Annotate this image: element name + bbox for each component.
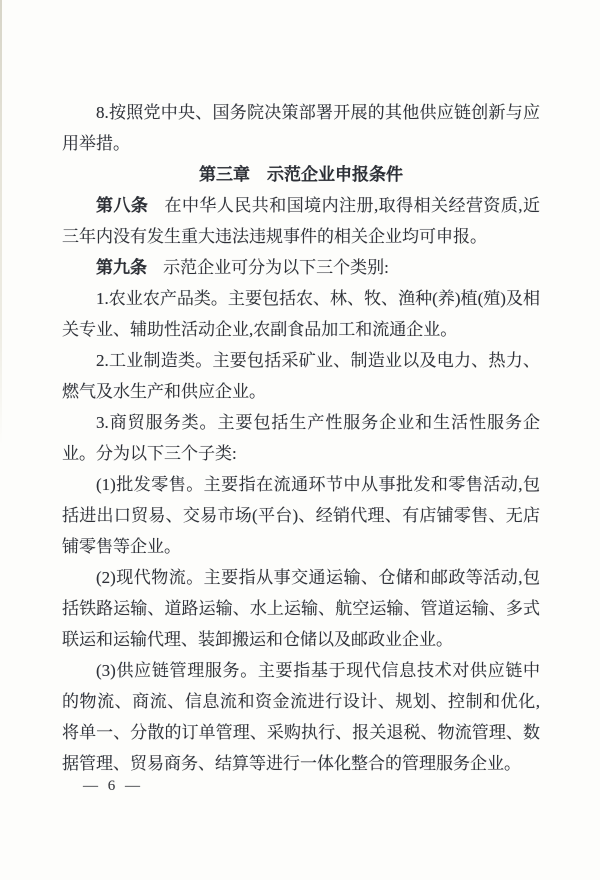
document-paragraph: 8.按照党中央、国务院决策部署开展的其他供应链创新与应用举措。 [62, 103, 540, 153]
document-paragraph: 第九条 示范企业可分为以下三个类别: [96, 258, 389, 277]
article-number-label: 第九条 [96, 258, 147, 277]
chapter-heading: 第三章 示范企业申报条件 [199, 165, 403, 184]
page-number: — 6 — [83, 778, 143, 794]
document-paragraph: (1)批发零售。主要指在流通环节中从事批发和零售活动,包括进出口贸易、交易市场(平台)、经销代理、有店铺零售、无店铺零售等企业。 [62, 475, 540, 556]
document-content [62, 97, 540, 779]
document-paragraph: 3.商贸服务类。主要包括生产性服务企业和生活性服务企业。分为以下三个子类: [62, 413, 540, 463]
document-paragraph: 2.工业制造类。主要包括采矿业、制造业以及电力、热力、燃气及水生产和供应企业。 [62, 351, 540, 401]
document-paragraph: 第八条 在中华人民共和国境内注册,取得相关经营资质,近三年内没有发生重大违法违规事件的相关企业均可申报。 [62, 196, 541, 246]
scan-edge-artifact [0, 0, 2, 445]
document-paragraph: (2)现代物流。主要指从事交通运输、仓储和邮政等活动,包括铁路运输、道路运输、水上运输、航空运输、管道运输、多式联运和运输代理、装卸搬运和仓储以及邮政业企业。 [62, 568, 540, 649]
document-paragraph: 1.农业农产品类。主要包括农、林、牧、渔种(养)植(殖)及相关专业、辅助性活动企业,农副食品加工和流通企业。 [62, 289, 540, 339]
article-number-label: 第八条 [96, 196, 149, 215]
document-paragraph: (3)供应链管理服务。主要指基于现代信息技术对供应链中的物流、商流、信息流和资金流进行设计、规划、控制和优化,将单一、分散的订单管理、采购执行、报关退税、物流管理、数据管理、贸易商务、结算等进行一体化整合的管理服务企业。 [62, 661, 540, 773]
